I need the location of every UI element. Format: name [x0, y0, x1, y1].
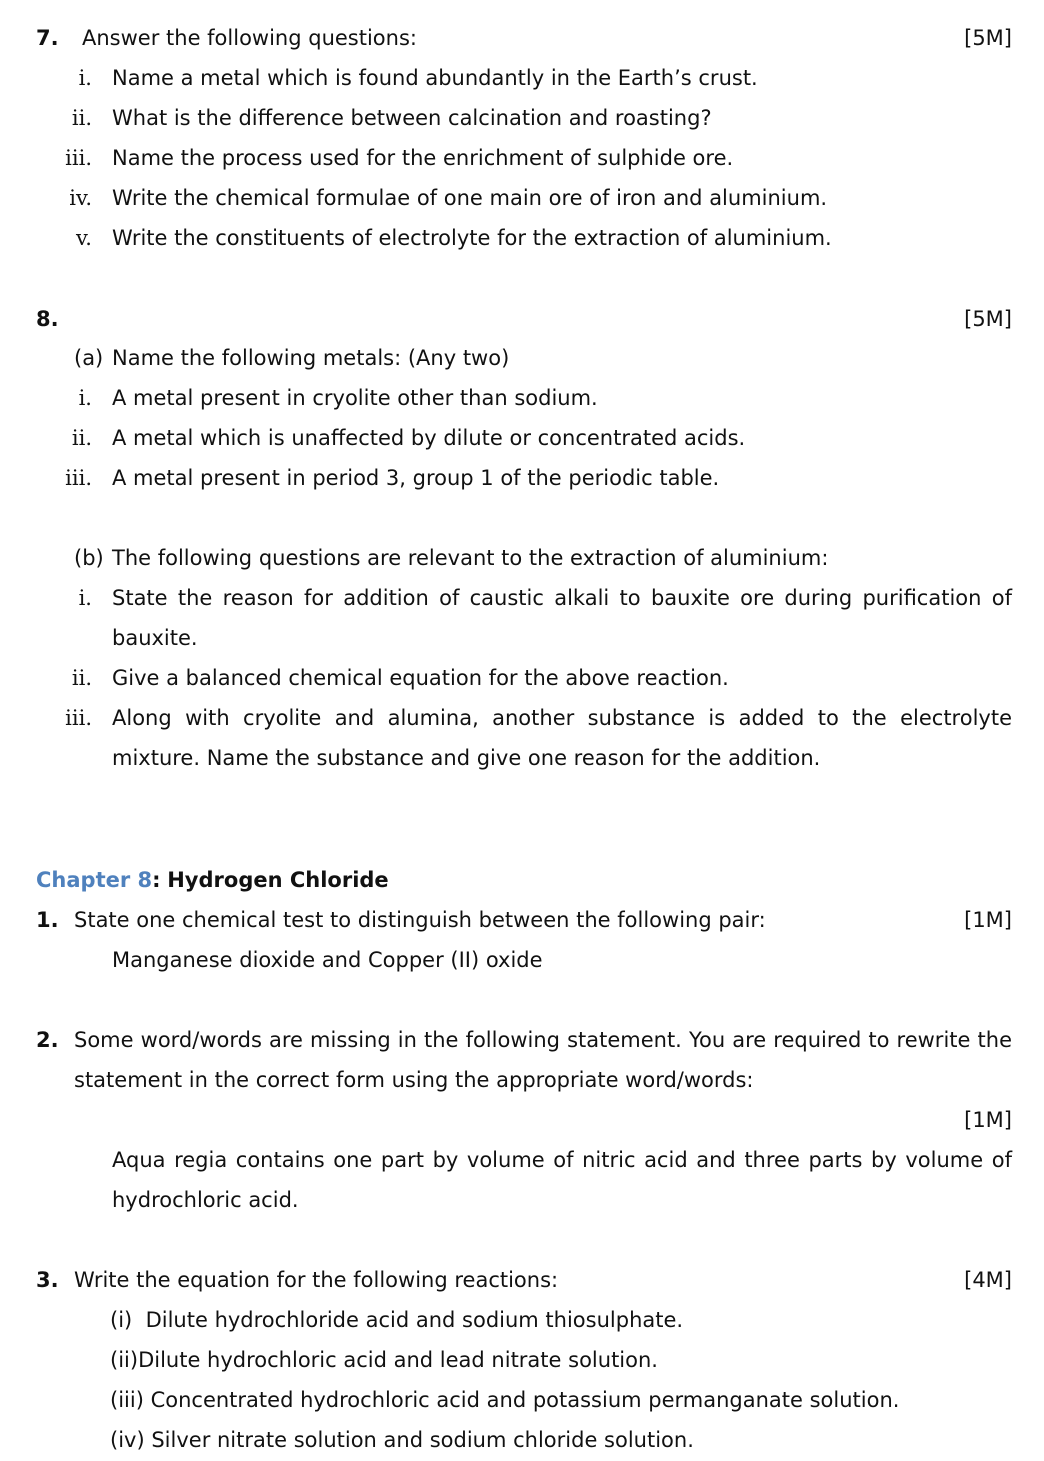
chapter-title: Hydrogen Chloride: [167, 868, 389, 892]
c8-question-2-text: Some word/words are missing in the following statement. You are required to rewrite the statement in the correct form using the appropriate word/words:: [74, 1028, 1012, 1092]
q7-item-2-text: What is the difference between calcination and roasting?: [112, 106, 712, 130]
c8q3-item-3: [110, 1386, 899, 1414]
c8q3-item-4: [110, 1426, 694, 1454]
c8q3-item-3-text: Concentrated hydrochloric acid and potassium permanganate solution.: [150, 1388, 900, 1412]
chapter-separator: :: [152, 868, 161, 892]
c8q3-item-1: [110, 1306, 683, 1334]
q8b-item-2-text: Give a balanced chemical equation for the above reaction.: [112, 666, 729, 690]
q7-item-5-number: v.: [75, 226, 92, 250]
chapter-heading: [36, 866, 389, 894]
q8-part-b-label: (b): [74, 546, 104, 570]
question-7-number: 7.: [36, 26, 59, 50]
q8-part-a-label: (a): [74, 346, 104, 370]
q8a-item-3-text: A metal present in period 3, group 1 of the periodic table.: [112, 466, 720, 490]
c8q3-item-1-text: Dilute hydrochloride acid and sodium thiosulphate.: [145, 1308, 684, 1332]
q7-item-4-text: Write the chemical formulae of one main ore of iron and aluminium.: [112, 186, 828, 210]
q7-item-1-text: Name a metal which is found abundantly in the Earth’s crust.: [112, 66, 758, 90]
q7-item-2-number: ii.: [71, 106, 92, 130]
q8b-item-3-text: Along with cryolite and alumina, another substance is added to the electrolyte mixture. Name the substance and give one reason for the addition.: [112, 706, 1012, 770]
q8a-item-3-number: iii.: [65, 466, 92, 490]
chapter-label: Chapter 8: [36, 868, 153, 892]
question-7-marks: [5M]: [964, 26, 1012, 50]
q8a-item-1-number: i.: [78, 386, 92, 410]
c8-question-3-marks: [4M]: [964, 1268, 1012, 1292]
c8q3-item-4-number: (iv): [110, 1428, 145, 1452]
q8b-item-1-number: i.: [78, 586, 92, 610]
c8-question-2-statement: Aqua regia contains one part by volume of nitric acid and three parts by volume of hydrochloric acid.: [112, 1148, 1012, 1212]
q7-item-1-number: i.: [78, 66, 92, 90]
c8-question-1-text: State one chemical test to distinguish between the following pair:: [74, 908, 766, 932]
c8-question-3-text: Write the equation for the following reactions:: [74, 1268, 559, 1292]
q8-part-a-title: Name the following metals: (Any two): [112, 346, 510, 370]
q8-part-b-title: The following questions are relevant to the extraction of aluminium:: [112, 546, 829, 570]
q8b-item-3-number: iii.: [65, 706, 92, 730]
c8-question-1-marks: [1M]: [964, 908, 1012, 932]
question-8-number: 8.: [36, 307, 59, 331]
q8b-item-2-number: ii.: [71, 666, 92, 690]
q7-item-4-number: iv.: [69, 186, 92, 210]
question-7-title: Answer the following questions:: [82, 26, 417, 50]
c8-question-3-number: 3.: [36, 1268, 59, 1292]
c8-question-1-pair: Manganese dioxide and Copper (II) oxide: [112, 948, 543, 972]
c8q3-item-2-text: Dilute hydrochloric acid and lead nitrate solution.: [138, 1348, 658, 1372]
question-8-marks: [5M]: [964, 307, 1012, 331]
q8a-item-1-text: A metal present in cryolite other than sodium.: [112, 386, 598, 410]
c8q3-item-2-number: (ii): [110, 1348, 139, 1372]
c8q3-item-3-number: (iii): [110, 1388, 144, 1412]
q8a-item-2-text: A metal which is unaffected by dilute or concentrated acids.: [112, 426, 746, 450]
c8q3-item-4-text: Silver nitrate solution and sodium chloride solution.: [151, 1428, 694, 1452]
q8b-item-1-text: State the reason for addition of caustic alkali to bauxite ore during purification of bauxite.: [112, 586, 1012, 650]
q7-item-5-text: Write the constituents of electrolyte for the extraction of aluminium.: [112, 226, 832, 250]
q8a-item-2-number: ii.: [71, 426, 92, 450]
c8q3-item-2: [110, 1346, 658, 1374]
c8q3-item-1-number: (i): [110, 1308, 133, 1332]
q7-item-3-number: iii.: [65, 146, 92, 170]
c8-question-1-number: 1.: [36, 908, 59, 932]
c8-question-2-marks: [1M]: [964, 1108, 1012, 1132]
q7-item-3-text: Name the process used for the enrichment of sulphide ore.: [112, 146, 734, 170]
c8-question-2-number: 2.: [36, 1028, 59, 1052]
